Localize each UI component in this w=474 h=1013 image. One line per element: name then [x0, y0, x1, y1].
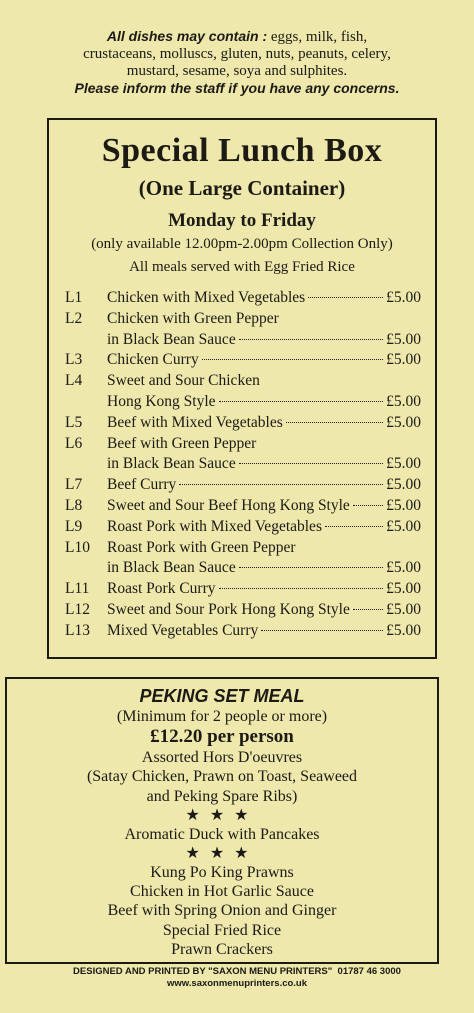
stars-divider-1: ★★★ [185, 806, 259, 824]
menu-item-code: L10 [65, 538, 90, 556]
menu-item-name: Chicken with Mixed Vegetables [107, 289, 306, 306]
dot-leader [353, 608, 383, 610]
menu-item-code: L13 [65, 621, 90, 639]
footer-phone: 01787 46 3000 [337, 966, 401, 977]
peking-course3-1: Kung Po King Prawns [150, 864, 294, 882]
lunch-box-panel [47, 118, 437, 659]
menu-item-code: L4 [65, 372, 83, 390]
notice-line1-rest: eggs, milk, fish, [267, 29, 368, 45]
notice-line1: All dishes may contain : [106, 28, 268, 44]
menu-item [65, 538, 421, 580]
menu-item-name: Roast Pork Curry [107, 580, 216, 598]
menu-item-price: £5.00 [386, 621, 421, 639]
lunch-box-title: Special Lunch Box [101, 132, 383, 169]
allergen-notice [14, 28, 460, 97]
menu-item [65, 579, 421, 600]
menu-item-price: £5.00 [386, 330, 421, 348]
dot-leader [239, 338, 383, 340]
menu-item-code: L3 [65, 351, 83, 369]
stars-divider-2: ★★★ [185, 845, 259, 863]
menu-item-price: £5.00 [386, 517, 421, 535]
peking-price: £12.20 per person [150, 726, 294, 748]
peking-course2: Aromatic Duck with Pancakes [124, 825, 320, 843]
menu-item-price: £5.00 [386, 580, 421, 598]
menu-item-code: L12 [65, 600, 90, 618]
dot-leader [219, 400, 384, 402]
peking-course3-4: Special Fried Rice [162, 921, 282, 939]
menu-item [65, 371, 421, 413]
menu-item-code: L7 [65, 476, 83, 494]
menu-item-name: Roast Pork with Green Pepper [107, 538, 296, 556]
lunch-box-days: Monday to Friday [168, 210, 316, 231]
peking-set-panel [5, 677, 439, 964]
menu-item-code: L11 [65, 580, 90, 598]
menu-item-price: £5.00 [386, 600, 421, 618]
menu-item [65, 496, 421, 517]
footer-designed-by: DESIGNED AND PRINTED BY "SAXON MENU PRINTERS" [73, 966, 333, 977]
menu-item-code: L5 [65, 413, 83, 431]
notice-line4: Please inform the staff if you have any concerns. [74, 80, 400, 96]
lunch-box-availability: (only available 12.00pm-2.00pm Collection Only) [91, 236, 393, 252]
menu-item-name: in Black Bean Sauce [107, 330, 236, 348]
peking-course3-3: Beef with Spring Onion and Ginger [107, 902, 337, 920]
peking-title: PEKING SET MEAL [139, 686, 305, 706]
menu-item-price: £5.00 [386, 496, 421, 514]
notice-line3: mustard, sesame, soya and sulphites. [126, 63, 348, 79]
dot-leader [202, 358, 383, 360]
dot-leader [239, 462, 383, 464]
lunch-box-items [65, 288, 421, 642]
printer-footer [0, 966, 474, 990]
peking-course1-detail1: (Satay Chicken, Prawn on Toast, Seaweed [86, 768, 358, 786]
menu-item-name: in Black Bean Sauce [107, 559, 236, 577]
peking-set-content [7, 685, 437, 959]
menu-item-name: Sweet and Sour Chicken [107, 372, 260, 390]
menu-item-name: Beef with Green Pepper [107, 434, 257, 452]
dot-leader [325, 525, 383, 527]
menu-item-price: £5.00 [386, 351, 421, 369]
dot-leader [239, 566, 383, 568]
lunch-box-served-with: All meals served with Egg Fried Rice [129, 259, 355, 275]
menu-item-price: £5.00 [386, 476, 421, 494]
menu-item [65, 600, 421, 621]
menu-item [65, 475, 421, 496]
peking-course1-detail2: and Peking Spare Ribs) [146, 787, 298, 805]
peking-course3-2: Chicken in Hot Garlic Sauce [130, 883, 314, 901]
dot-leader [353, 504, 383, 506]
peking-minimum: (Minimum for 2 people or more) [116, 708, 328, 725]
menu-item-price: £5.00 [386, 455, 421, 473]
lunch-box-subtitle: (One Large Container) [138, 176, 346, 200]
menu-item-name: in Black Bean Sauce [107, 455, 236, 473]
menu-item-code: L2 [65, 309, 83, 327]
peking-course3-5: Prawn Crackers [171, 940, 273, 958]
menu-item [65, 413, 421, 434]
menu-item-code: L6 [65, 434, 83, 452]
menu-item [65, 350, 421, 371]
menu-item-name: Chicken Curry [107, 351, 199, 369]
menu-item [65, 288, 421, 309]
menu-item-price: £5.00 [386, 413, 421, 431]
footer-website: www.saxonmenuprinters.co.uk [166, 978, 308, 989]
notice-line2: crustaceans, molluscs, gluten, nuts, peanuts, celery, [83, 46, 391, 62]
menu-item-name: Mixed Vegetables Curry [107, 621, 259, 639]
menu-item-price: £5.00 [386, 559, 421, 577]
menu-item-name: Beef with Mixed Vegetables [107, 413, 283, 431]
menu-item-name: Beef Curry [107, 476, 177, 494]
menu-item-name: Sweet and Sour Pork Hong Kong Style [107, 600, 350, 618]
menu-item [65, 309, 421, 351]
menu-item-code: L1 [65, 289, 83, 306]
menu-item [65, 621, 421, 642]
menu-item-code: L8 [65, 496, 83, 514]
dot-leader [308, 296, 383, 298]
menu-item-code: L9 [65, 517, 83, 535]
menu-item-price: £5.00 [386, 392, 421, 410]
menu-item-name: Hong Kong Style [107, 392, 216, 410]
dot-leader [261, 629, 383, 631]
menu-item [65, 434, 421, 476]
menu-item-name: Roast Pork with Mixed Vegetables [107, 517, 322, 535]
dot-leader [219, 587, 384, 589]
menu-item-price: £5.00 [386, 289, 421, 306]
dot-leader [179, 483, 383, 485]
dot-leader [286, 421, 383, 423]
peking-course1: Assorted Hors D'oeuvres [141, 749, 303, 767]
menu-item-name: Chicken with Green Pepper [107, 309, 279, 327]
menu-item [65, 517, 421, 538]
menu-item-name: Sweet and Sour Beef Hong Kong Style [107, 496, 350, 514]
